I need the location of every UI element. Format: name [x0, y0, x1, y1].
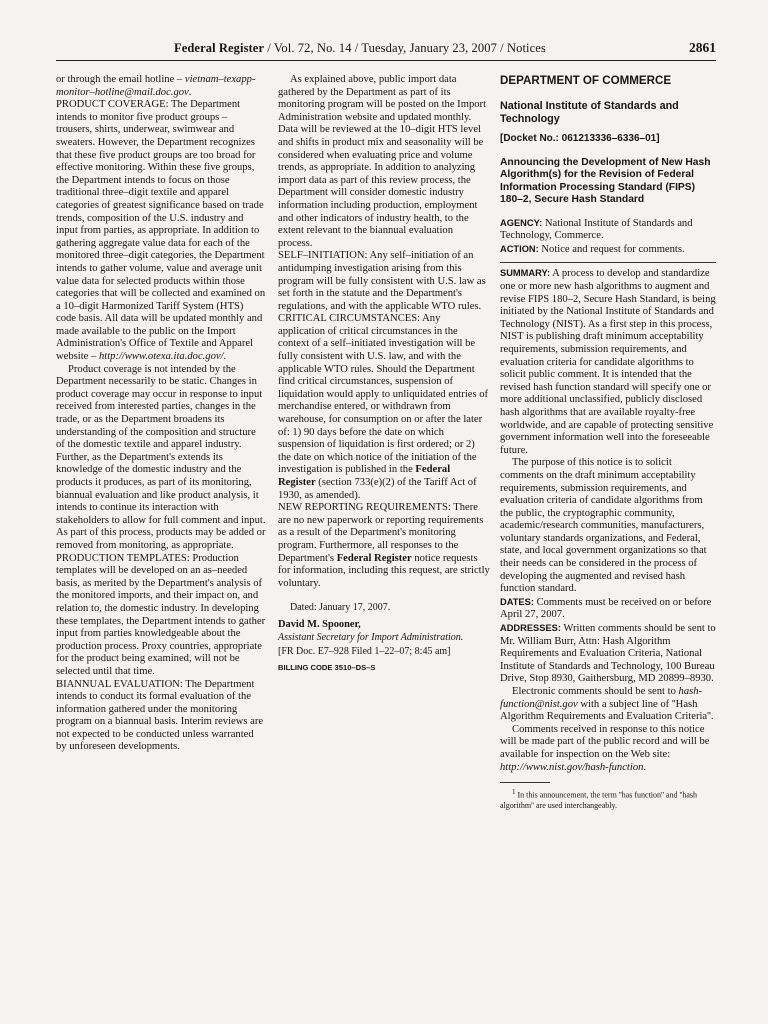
column-2	[278, 74, 490, 674]
page-header	[56, 40, 716, 61]
journal-name: Federal Register	[174, 41, 265, 55]
billing-code: BILLING CODE 3510–DS–S	[278, 662, 376, 672]
notice-title: Announcing the Development of New Hash Algorithm(s) for the Revision of Federal Information Processing Standard (FIPS) 180–2, Secure Hash Standard	[500, 157, 711, 206]
signer-name: David M. Spooner,	[278, 618, 361, 630]
footnote: $^1$ In this announcement, the term ''has function'' and ''hash algorithm'' are used interchangeably.	[500, 788, 697, 810]
nist-hash-function-link[interactable]: http://www.nist.gov/hash-function	[500, 761, 644, 773]
explained-paragraph: As explained above, public import data gathered by the Department as part of its monitoring program will be posted on the Import Administration website and updated monthly. Data will be reviewed at the 10–digit HTS level and shifts in product mix and seasonality will be considered when evaluating price and volume trends, as appropriate. In addition to analyzing import data as part of this review process, the Department will consider domestic industry information including production, employment and other indicators of industry health, to the extent relevant to the biannual evaluation process.	[278, 74, 487, 249]
production-templates-paragraph: PRODUCTION TEMPLATES: Production templates will be developed on an as–needed basis, as merited by the Department's analysis of the monitored imports, and their impact on, and relation to, the domestic industry. In developing these templates, the Department intends to gather input from parties knowledgeable about the production process. Proxy countries, appropriate for the product being examined, will not be selected until that time.	[56, 552, 266, 677]
electronic-comments-paragraph: Electronic comments should be sent to hash-function@nist.gov with a subject line of ''Hash Algorithm Requirements and Evaluation Criteria''.	[500, 686, 714, 723]
footnote-divider	[500, 782, 550, 783]
signer-title: Assistant Secretary for Import Administration.	[278, 631, 464, 643]
purpose-paragraph: The purpose of this notice is to solicit comments on the draft minimum acceptability requirements, submission requirements, and evaluation criteria of candidate algorithms from the public, the cryptographic community, academic/research communities, manufacturers, voluntary standards organizations, and Federal, state, and local government organizations so that their needs can be considered in the process of developing the augmented and revised hash function standard.	[500, 457, 707, 595]
page-number: 2861	[689, 40, 716, 55]
docket-number: [Docket No.: 061213336–6336–01]	[500, 133, 660, 144]
column-1	[56, 74, 266, 754]
new-reporting-paragraph: NEW REPORTING REQUIREMENTS: There are no new paperwork or reporting requirements as a result of the Department's monitoring program. Furthermore, all responses to the Department's Federal Register notice requests for information, including this request, are strictly voluntary.	[278, 502, 490, 589]
critical-circumstances-paragraph: CRITICAL CIRCUMSTANCES: Any application of critical circumstances in the context of a self–initiated investigation will be fully consistent with U.S. law, and with the applicable WTO rules. Should the Department find critical circumstances, suspension of liquidation would apply to unliquidated entries of merchandise entered, or withdrawn from warehouse, for consumption on or after the later of: 1) 90 days before the date on which suspension of liquidation is first ordered; or 2) the date on which notice of the initiation of the investigation is published in the Federal Register (section 733(e)(2) of the Tariff Act of 1930, as amended).	[278, 313, 489, 501]
fr-doc-line: [FR Doc. E7–928 Filed 1–22–07; 8:45 am]	[278, 646, 451, 658]
otexa-link[interactable]: http://www.otexa.ita.doc.gov/	[98, 351, 224, 363]
footnote-mark: 1	[512, 788, 516, 797]
summary-paragraph: SUMMARY: A process to develop and standardize one or more new hash algorithms to augment and revise FIPS 180–2, Secure Hash Standard, is being initiated by the National Institute of Standards and Technology (NIST). As a first step in this process, NIST is publishing draft minimum acceptability requirements, submission requirements, and evaluation criteria for candidate algorithms to solicit public comment. It is intended that the revised hash function standard will specify one or more additional unclassified, publicly disclosed hash algorithms that are available royalty-free worldwide, and are capable of protecting sensitive government information well into the foreseeable future.	[500, 262, 716, 457]
agency-line: AGENCY: National Institute of Standards and Technology, Commerce.	[500, 217, 693, 242]
not-static-paragraph: Product coverage is not intended by the Department necessarily to be static. Changes in product coverage may occur in response to input received from interested parties, changes in the trade, or as the Department broadens its understanding of the composition and structure of the domestic textile and apparel industry. Further, as the Department's extends its knowledge of the domestic industry and the products it produces, as part of its monitoring, biannual evaluation and like product analysis, it intends to continue its interaction with stakeholders to allow for full comment and input. As part of this process, products may be added or removed from monitoring, as appropriate.	[56, 363, 266, 551]
column-3	[500, 74, 716, 811]
self-initiation-paragraph: SELF–INITIATION: Any self–initiation of an antidumping investigation arising from this program will be fully consistent with U.S. law as set forth in the statute and the Department's regulations, and with the applicable WTO rules.	[278, 250, 486, 312]
email-hotline-paragraph: or through the email hotline – vietnam–texapp-monitor–hotline@mail.doc.gov.	[56, 74, 256, 98]
hash-function-email-link[interactable]: hash-function@nist.gov	[500, 686, 703, 710]
issue-line: / Vol. 72, No. 14 / Tuesday, January 23, 2007 / Notices	[264, 41, 546, 55]
comments-received-paragraph: Comments received in response to this notice will be made part of the public record and will be available for inspection on the Web site: http://www.nist.gov/hash-function.	[500, 723, 710, 773]
agency-heading: DEPARTMENT OF COMMERCE	[500, 74, 672, 87]
dates-line: DATES: Comments must be received on or before April 27, 2007.	[500, 596, 712, 621]
dated-line: Dated: January 17, 2007.	[290, 602, 391, 614]
action-line: ACTION: Notice and request for comments.	[500, 243, 685, 255]
header-citation	[174, 41, 546, 56]
subagency-heading: National Institute of Standards and Technology	[500, 100, 679, 125]
email-hotline-link[interactable]: vietnam–texapp-monitor–hotline@mail.doc.gov	[56, 74, 256, 98]
addresses-paragraph: ADDRESSES: Written comments should be sent to Mr. William Burr, Attn: Hash Algorithm Requirements and Evaluation Criteria, National Institute of Standards and Technology, 100 Bureau Drive, Stop 8930, Gaithersburg, MD 20899–8930.	[500, 623, 716, 685]
product-coverage-paragraph: PRODUCT COVERAGE: The Department intends to monitor five product groups – trousers, shirts, underwear, swimwear and sweaters. However, the Department recognizes that these five product groups are too broad for effective monitoring. Within these five groups, the Department intends to focus on those traditional three–digit textile and apparel categories of greatest significance based on trade trends, composition of the U.S. industry and input from parties, as appropriate. In addition to gathering aggregate value data for each of the monitored three–digit categories, the Department intends to gather volume, value and average unit value data for selected products within those categories that will be collected and examined on a 10–digit Harmonized Tariff System (HTS) code basis. All data will be updated monthly and made available to the public on the Import Administration's Office of Textile and Apparel website – http://www.otexa.ita.doc.gov/.	[56, 99, 266, 363]
biannual-evaluation-paragraph: BIANNUAL EVALUATION: The Department intends to conduct its formal evaluation of the information gathered under the monitoring program on a biannual basis. Interim reviews are not expected to be conducted unless warranted by unforeseen developments.	[56, 678, 264, 753]
